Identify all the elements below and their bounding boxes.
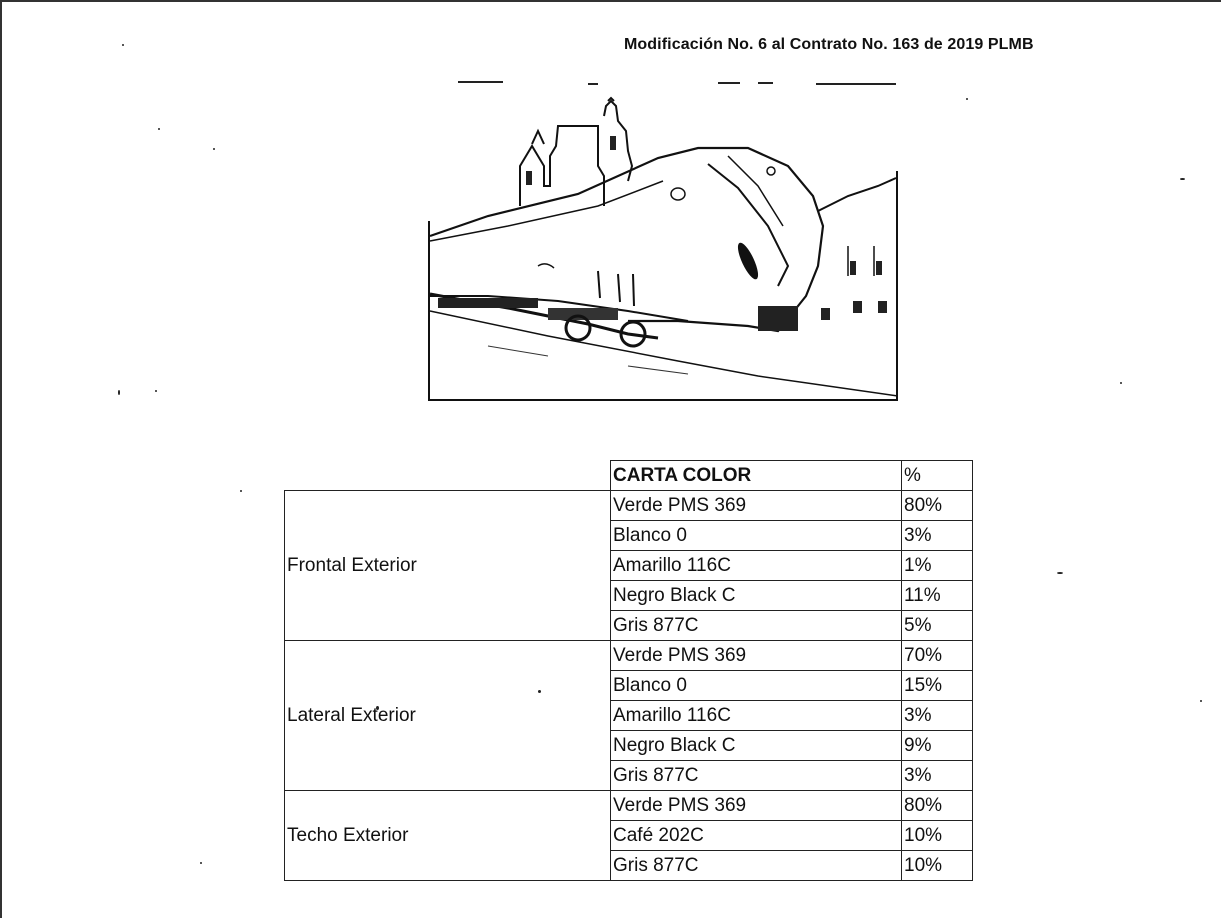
table-row	[285, 641, 973, 671]
scan-speck	[240, 490, 242, 492]
color-name: Blanco 0	[611, 521, 902, 551]
scan-speck	[966, 98, 968, 100]
table-row	[285, 491, 973, 521]
color-percent: 3%	[902, 521, 973, 551]
column-header-percent: %	[902, 461, 973, 491]
color-percent: 70%	[902, 641, 973, 671]
table-header-row	[285, 461, 973, 491]
color-percent: 5%	[902, 611, 973, 641]
color-name: Amarillo 116C	[611, 551, 902, 581]
color-name: Verde PMS 369	[611, 641, 902, 671]
scan-speck	[200, 862, 202, 864]
scan-speck	[122, 44, 124, 46]
scan-speck	[1120, 382, 1122, 384]
scan-speck	[158, 128, 160, 130]
color-percent: 3%	[902, 701, 973, 731]
scan-speck	[1180, 178, 1185, 180]
color-name: Negro Black C	[611, 581, 902, 611]
color-name: Gris 877C	[611, 761, 902, 791]
group-label: Lateral Exterior	[285, 641, 611, 791]
color-name: Blanco 0	[611, 671, 902, 701]
scan-speck	[1200, 700, 1202, 702]
color-name: Verde PMS 369	[611, 491, 902, 521]
scan-speck	[155, 390, 157, 392]
color-percent: 80%	[902, 491, 973, 521]
color-percent: 3%	[902, 761, 973, 791]
scan-speck	[1057, 572, 1063, 574]
document-header: Modificación No. 6 al Contrato No. 163 de 2019 PLMB	[624, 36, 1034, 53]
color-name: Negro Black C	[611, 731, 902, 761]
color-chart-table	[284, 460, 973, 881]
color-name: Café 202C	[611, 821, 902, 851]
empty-cell	[285, 461, 611, 491]
scan-speck	[213, 148, 215, 150]
color-percent: 80%	[902, 791, 973, 821]
color-name: Gris 877C	[611, 851, 902, 881]
color-percent: 11%	[902, 581, 973, 611]
column-header-color: CARTA COLOR	[611, 461, 902, 491]
color-percent: 10%	[902, 821, 973, 851]
train-image	[428, 76, 898, 402]
scan-speck	[118, 390, 120, 395]
color-percent: 10%	[902, 851, 973, 881]
group-label: Frontal Exterior	[285, 491, 611, 641]
group-label: Techo Exterior	[285, 791, 611, 881]
color-percent: 9%	[902, 731, 973, 761]
color-percent: 1%	[902, 551, 973, 581]
color-name: Amarillo 116C	[611, 701, 902, 731]
color-name: Gris 877C	[611, 611, 902, 641]
color-percent: 15%	[902, 671, 973, 701]
table-row	[285, 791, 973, 821]
color-name: Verde PMS 369	[611, 791, 902, 821]
